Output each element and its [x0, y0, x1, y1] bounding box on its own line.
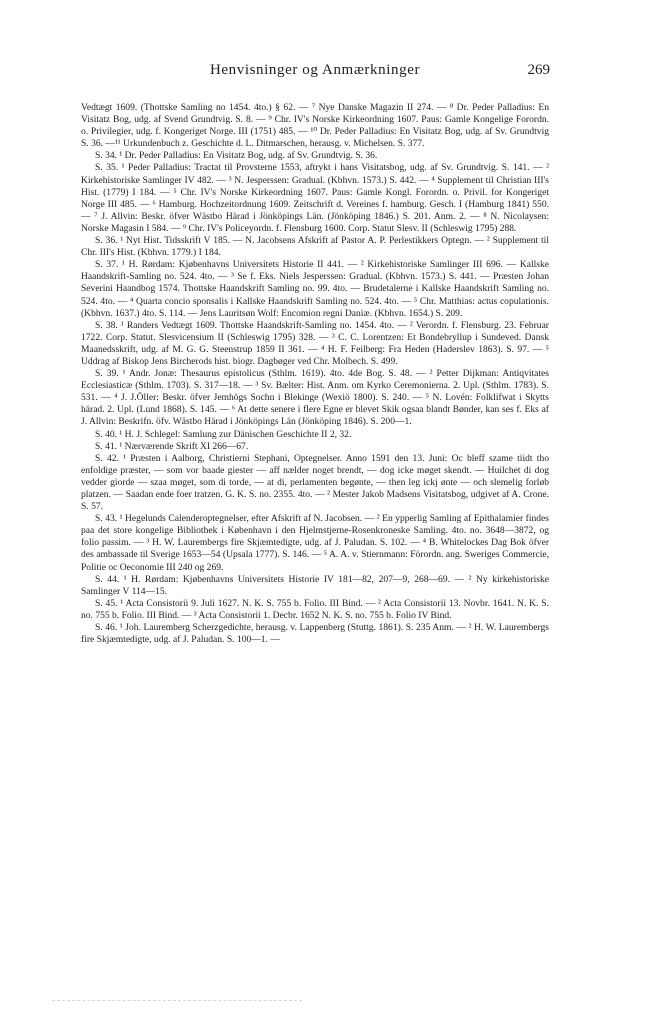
running-title: Henvisninger og Anmærkninger — [209, 62, 421, 78]
note-paragraph-s42: S. 42. ¹ Præsten i Aalborg, Christierni Stephani, Optegnelser. Anno 1591 den 13. Juni: Oc bleff szame tiidt tho enfoldige præster, — som vor baade giester — aff nælder noget brendt, — dog icke møget skendt. — Huilchet di dog vedder giorde — szaa møget, som di torde, — at di, perlamenten begønte, — then leg ickj ønte — och slemelig forløb platzen. — Saadan ende foer tratzen. G. K. S. no. 2355. 4to. — ² Mester Jakob Madsens Visitatsbog, udgivet af A. Crone. S. 57. — [81, 452, 549, 513]
page-header — [80, 62, 550, 86]
note-paragraph-s34: S. 34. ¹ Dr. Peder Palladius: En Visitatz Bog, udg. af Sv. Grundtvig. S. 36. — [95, 150, 378, 162]
note-paragraph-s40: S. 40. ¹ H. J. Schlegel: Samlung zur Dänischen Geschichte II 2, 32. — [95, 428, 352, 440]
note-paragraph-s38: S. 38. ¹ Randers Vedtægt 1609. Thottske Haandskrift-Samling no. 1454. 4to. — ² Verordn. f. Flensburg. 23. Februar 1722. Corp. Statut. Slesvicensium II (Schleswig 1795) 328. — ³ C. C. Lorentzen: Et Bondebryllup i Sundeved. Dansk Maanedsskrift, udg. af M. G. G. Steenstrup 1859 II 361. — ⁴ H. F. Feilberg: Fra Heden (Haderslev 1863). S. 97. — ⁵ Uddrag af Biskop Jens Bircherods hist. biogr. Dagbøger ved Chr. Molbech. S. 499. — [81, 319, 549, 367]
note-paragraph-s41: S. 41. ¹ Nærværende Skrift XI 266—67. — [95, 440, 249, 452]
note-paragraph-s37: S. 37. ¹ H. Rørdam: Kjøbenhavns Universitets Historie II 441. — ² Kirkehistoriske Samlinger III 696. — Kallske Haandskrift-Samling no. 524. 4to. — ³ Se f. Eks. Niels Jesperssen: Gradual. (Kbhvn. 1573.) S. 441. — Præsten Johan Severini Haandbog 1574. Thottske Haandskrift Samling no. 99. 4to. — Brudetalerne i Kallske Haandskrift Samling no. 524. 4to. — ⁴ Quarta concio sponsalis i Kallske Haandskrift Samling no. 524. 4to. — ⁵ Chr. Matthias: actus copulationis. (Kbhvn. 1637.) 4to. S. 114. — Jens Lauritsøn Wolf: Encomion regni Daniæ. (Kbhvn. 1654.) S. 209. — [81, 259, 549, 319]
notes-body — [81, 102, 549, 646]
note-paragraph-s45: S. 45. ¹ Acta Consistorii 9. Juli 1627. N. K. S. 755 b. Folio. III Bind. — ² Acta Consistorii 13. Novbr. 1641. N. K. S. no. 755 b. Folio. III Bind. — ³ Acta Consistorii 1. Decbr. 1652 N. K. S. no. 755 b. Folio IV Bind. — [81, 597, 549, 621]
note-paragraph-s35: S. 35. ¹ Peder Palladius: Tractat til Provsterne 1553, aftrykt i hans Visitatsbog, udg. af Sv. Grundtvig. S. 141. — ² Kirkehistoriske Samlinger IV 482. — ³ N. Jesperssen: Gradual. (Kbhvn. 1573.) S. 442. — ⁴ Supplement til Christian III's Hist. (1779) I 184. — ⁵ Chr. IV's Norske Kirkeordning 1607. Paus: Gamle Kongl. Forordn. o. Privil. for Kongeriget Norge III 485. — ⁶ Hamburg. Hochzeitordnung 1609. Zeitschrift d. Vereines f. hamburg. Gesch. I (Hamburg 1841) 550. — ⁷ J. Allvin: Beskr. öfver Wästbo Härad i Jönköpings Län. (Jönköping 1846.) S. 201. Anm. 2. — ⁸ N. Nicolaysen: Norske Magasin I 584. — ⁹ Chr. IV's Policeyordn. f. Flensburg 1600. Corp. Statut Slesv. II (Schleswig 1795) 288. — [81, 162, 549, 234]
note-paragraph-continued: Vedtægt 1609. (Thottske Samling no 1454. 4to.) § 62. — ⁷ Nye Danske Magazin II 274. — ⁸ Dr. Peder Palladius: En Visitatz Bog, udg. af Svend Grundtvig. S. 8. — ⁹ Chr. IV's Norske Kirkeordning 1607. Paus: Gamle Kongelige Forordn. o. Privilegier, udg. f. Kongeriget Norge. III (1751) 485. — ¹⁰ Dr. Peder Palladius: En Visitatz Bog, udg. af Sv. Grundtvig S. 36. —¹¹ Urkundenbuch z. Geschichte d. L. Ditmarschen, herausg. v. Michelsen. S. 377. — [81, 102, 549, 150]
footer-rule — [52, 1000, 302, 1001]
note-paragraph-s39: S. 39. ¹ Andr. Jonæ: Thesaurus epistolicus (Sthlm. 1619). 4to. 4de Bog. S. 48. — ² Petter Dijkman: Antiqvitates Ecclesiasticæ (Sthlm. 1703). S. 317—18. — ³ Sv. Bælter: Hist. Anm. om Kyrko Ceremonierna. 2. Upl. (Sthlm. 1783). S. 531. — ⁴ J. J.Öller: Beskr. öfver Jemhögs Sochn i Blekinge (Wexiö 1800). S. 240. — ⁵ N. Lovén: Folklifwat i Skytts härad. 2. Upl. (Lund 1868). S. 145. — ⁶ At dette senere i flere Egne er blevet Skik ogsaa blandt Bønder, kan ses f. Eks af J. Allvin: Beskrifn. öfv. Wästbo Härad i Jönköpings Län (Jönköping 1846). S. 200—1. — [81, 368, 549, 428]
note-paragraph-s44: S. 44. ¹ H. Rørdam: Kjøbenhavns Universitets Historie IV 181—82, 207—9, 268—69. — ² Ny kirkehistoriske Samlinger V 114—15. — [81, 573, 549, 597]
note-paragraph-s36: S. 36. ¹ Nyt Hist. Tidsskrift V 185. — N. Jacobsens Afskrift af Pastor A. P. Perlestikkers Optegn. — ² Supplement til Chr. III's Hist. (Kbhvn. 1779.) I 184. — [81, 235, 549, 259]
note-paragraph-s43: S. 43. ¹ Hegelunds Calenderoptegnelser, efter Afskrift af N. Jacobsen. — ² En ypperlig Samling af Epithalamier findes paa det store kongelige Bibliothek i København i den Hjelmstjerne-Rosenkroneske Samling. 4to. no. 3648—3872, og folio passim. — ³ H. W. Laurembergs fire Skjæmtedigte, udg. af J. Paludan. S. 102. — ⁴ B. Whitelockes Dag Bok öfver des ambassade til Sverige 1653—54 (Upsala 1777). S. 146. — ⁵ A. A. v. Stiernmann: Förordn. ang. Sweriges Commercie, Politie oc Oeconomie III 240 og 269. — [81, 513, 549, 573]
note-paragraph-s46: S. 46. ¹ Joh. Lauremberg Scherzgedichte, herausg. v. Lappenberg (Stuttg. 1861). S. 235 Anm. — ² H. W. Laurembergs fire Skjæmtedigte, udg. af J. Paludan. S. 100—1. — — [81, 622, 549, 646]
page-number: 269 — [527, 62, 550, 78]
